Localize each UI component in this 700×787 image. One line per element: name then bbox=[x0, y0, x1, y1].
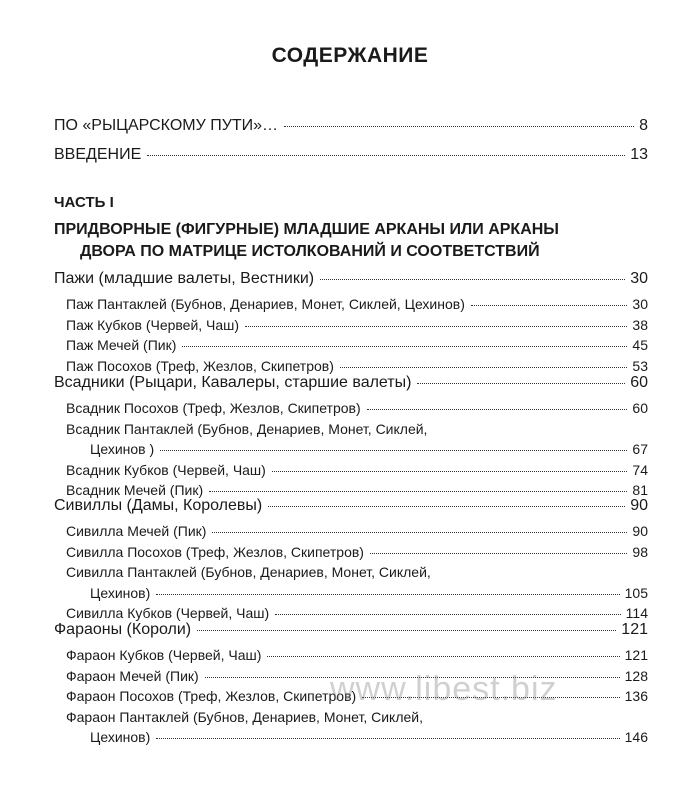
toc-subentry[interactable] bbox=[66, 606, 648, 620]
toc-entry-label: Всадник Мечей (Пик) bbox=[66, 482, 204, 498]
toc-entry-page: 67 bbox=[632, 441, 648, 457]
part-heading-line1: ПРИДВОРНЫЕ (ФИГУРНЫЕ) МЛАДШИЕ АРКАНЫ ИЛИ АРКАНЫ bbox=[54, 221, 559, 238]
toc-entry-page: 74 bbox=[632, 461, 648, 478]
toc-entry-label: Фараон Кубков (Червей, Чаш) bbox=[66, 647, 262, 663]
dot-leader bbox=[284, 126, 634, 127]
dot-leader bbox=[267, 656, 619, 657]
toc-subentry[interactable] bbox=[66, 338, 648, 352]
dot-leader bbox=[320, 279, 625, 280]
toc-entry-label: Всадники (Рыцари, Кавалеры, старшие валеты) bbox=[54, 374, 412, 391]
toc-entry-page: 30 bbox=[632, 296, 648, 312]
toc-entry-label: Паж Пантаклей (Бубнов, Денариев, Монет, Сиклей, Цехинов) bbox=[66, 296, 465, 312]
toc-entry-page: 53 bbox=[632, 357, 648, 374]
toc-entry-label: Фараон Посохов (Треф, Жезлов, Скипетров) bbox=[66, 688, 357, 704]
dot-leader bbox=[245, 326, 627, 327]
toc-entry-page: 38 bbox=[632, 316, 648, 333]
toc-entry-page: 146 bbox=[624, 729, 648, 745]
toc-entry-page: 121 bbox=[621, 621, 648, 638]
dot-leader bbox=[417, 383, 625, 384]
part-label: ЧАСТЬ I bbox=[54, 194, 114, 211]
toc-entry-page: 90 bbox=[632, 523, 648, 539]
dot-leader bbox=[272, 471, 628, 472]
dot-leader bbox=[367, 409, 628, 410]
toc-entry-label: Сивиллы (Дамы, Королевы) bbox=[54, 497, 263, 514]
toc-entry-label: Цехинов) bbox=[90, 584, 151, 601]
toc-entry[interactable] bbox=[54, 118, 648, 134]
toc-entry-label: Фараоны (Короли) bbox=[54, 621, 192, 638]
dot-leader bbox=[182, 346, 627, 347]
dot-leader bbox=[471, 305, 628, 306]
dot-leader bbox=[156, 738, 619, 739]
dot-leader bbox=[209, 491, 627, 492]
toc-subentry[interactable] bbox=[66, 318, 648, 332]
dot-leader bbox=[268, 506, 625, 507]
toc-entry-page: 30 bbox=[630, 270, 648, 287]
toc-entry-page: 81 bbox=[632, 482, 648, 498]
toc-entry-page: 60 bbox=[632, 400, 648, 416]
toc-subentry[interactable] bbox=[90, 442, 648, 456]
toc-entry-label-line1[interactable]: Фараон Пантаклей (Бубнов, Денариев, Монет, Сиклей, bbox=[66, 708, 423, 725]
watermark: www.libest.biz bbox=[330, 670, 558, 708]
toc-entry-label: Паж Мечей (Пик) bbox=[66, 337, 177, 353]
toc-entry-label: ПО «РЫЦАРСКОМУ ПУТИ»… bbox=[54, 117, 279, 134]
toc-entry-label: Сивилла Мечей (Пик) bbox=[66, 523, 207, 539]
toc-entry-label-line1[interactable]: Сивилла Пантаклей (Бубнов, Денариев, Монет, Сиклей, bbox=[66, 564, 431, 580]
page-title: СОДЕРЖАНИЕ bbox=[271, 44, 429, 67]
toc-subentry[interactable] bbox=[90, 730, 648, 744]
dot-leader bbox=[156, 594, 619, 595]
toc-entry-page: 121 bbox=[624, 647, 648, 663]
toc-entry-label-line1[interactable]: Всадник Пантаклей (Бубнов, Денариев, Монет, Сиклей, bbox=[66, 420, 428, 437]
toc-entry-label: Цехинов) bbox=[90, 729, 151, 745]
toc-entry-page: 90 bbox=[630, 497, 648, 514]
toc-entry-label: Всадник Кубков (Червей, Чаш) bbox=[66, 461, 266, 478]
toc-subentry[interactable] bbox=[66, 359, 648, 373]
toc-entry-label: Всадник Посохов (Треф, Жезлов, Скипетров) bbox=[66, 400, 361, 416]
toc-subentry[interactable] bbox=[66, 483, 648, 497]
dot-leader bbox=[147, 155, 625, 156]
toc-entry-label: Сивилла Кубков (Червей, Чаш) bbox=[66, 605, 270, 621]
dot-leader bbox=[370, 553, 627, 554]
dot-leader bbox=[275, 614, 621, 615]
part-heading-line2: ДВОРА ПО МАТРИЦЕ ИСТОЛКОВАНИЙ И СООТВЕТСТВИЙ bbox=[80, 243, 540, 260]
toc-subentry[interactable] bbox=[66, 524, 648, 538]
toc-entry-label: Фараон Мечей (Пик) bbox=[66, 667, 199, 684]
dot-leader bbox=[160, 450, 627, 451]
toc-entry-label: Пажи (младшие валеты, Вестники) bbox=[54, 270, 315, 287]
toc-entry-page: 114 bbox=[625, 605, 648, 621]
toc-section-entry[interactable] bbox=[54, 271, 648, 287]
toc-subentry[interactable] bbox=[66, 545, 648, 559]
toc-subentry[interactable] bbox=[66, 463, 648, 477]
toc-entry-page: 60 bbox=[630, 374, 648, 391]
toc-entry-label: Паж Кубков (Червей, Чаш) bbox=[66, 316, 240, 333]
toc-entry-page: 8 bbox=[639, 117, 648, 134]
toc-entry-page: 105 bbox=[624, 584, 648, 601]
toc-subentry[interactable] bbox=[66, 401, 648, 415]
toc-entry[interactable] bbox=[54, 147, 648, 163]
toc-entry-label: Паж Посохов (Треф, Жезлов, Скипетров) bbox=[66, 357, 334, 374]
toc-entry-label: Сивилла Посохов (Треф, Жезлов, Скипетров) bbox=[66, 543, 364, 560]
toc-entry-page: 98 bbox=[632, 543, 648, 560]
toc-section-entry[interactable] bbox=[54, 498, 648, 514]
toc-subentry[interactable] bbox=[66, 297, 648, 311]
toc-entry-label: ВВЕДЕНИЕ bbox=[54, 146, 142, 163]
toc-subentry[interactable] bbox=[66, 648, 648, 662]
toc-entry-page: 45 bbox=[632, 337, 648, 353]
toc-entry-page: 128 bbox=[624, 667, 648, 684]
dot-leader bbox=[212, 532, 627, 533]
toc-subentry[interactable] bbox=[90, 586, 648, 600]
toc-entry-page: 13 bbox=[630, 146, 648, 163]
toc-entry-page: 136 bbox=[624, 688, 648, 704]
dot-leader bbox=[340, 367, 628, 368]
toc-entry-label: Цехинов ) bbox=[90, 441, 155, 457]
toc-section-entry[interactable] bbox=[54, 375, 648, 391]
dot-leader bbox=[197, 630, 616, 631]
toc-section-entry[interactable] bbox=[54, 622, 648, 638]
